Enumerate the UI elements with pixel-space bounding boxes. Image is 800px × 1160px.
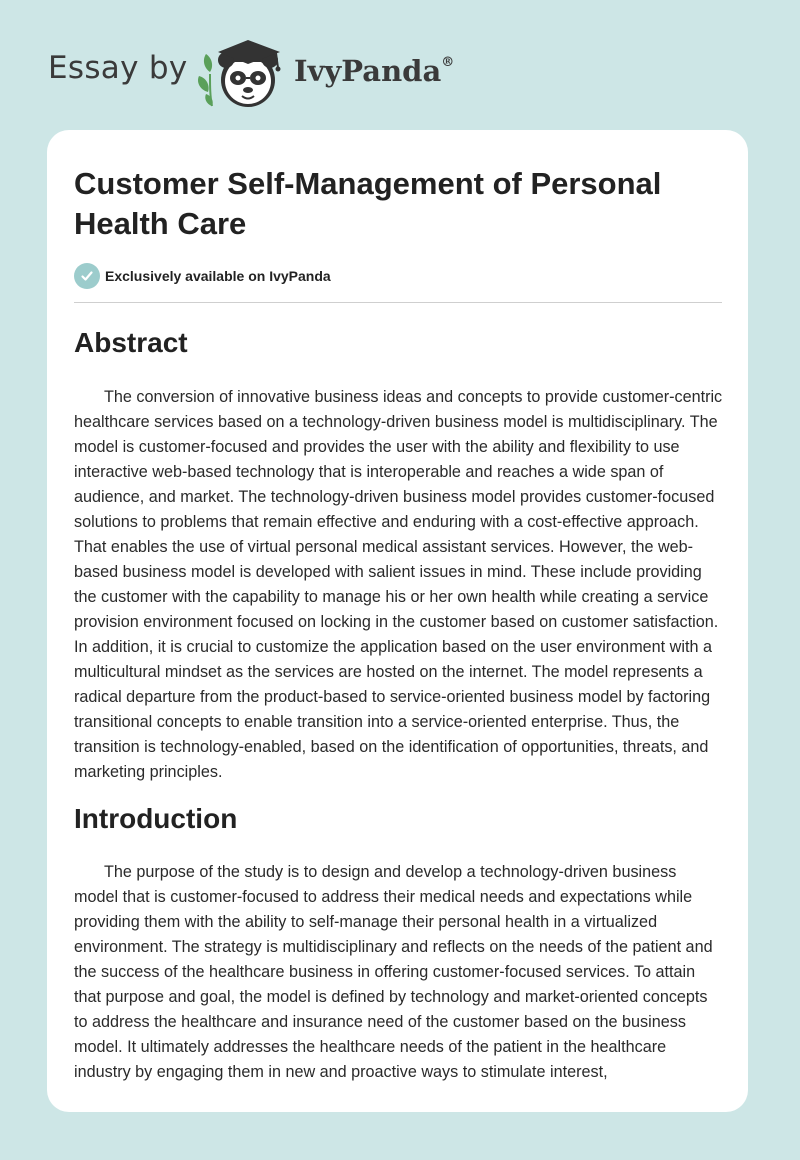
title-divider	[74, 302, 722, 303]
section-paragraph-abstract: The conversion of innovative business ideas and concepts to provide customer-centric healthcare services based on a technology-driven business model is multidisciplinary. The model is customer-focused and provides the user with the ability and flexibility to use interactive web-based technology that is interoperable and reaches a wide span of audience, and market. The technology-driven business model provides customer-focused solutions to problems that remain effective and enduring with a cost-effective approach. That enables the use of virtual personal medical assistant services. However, the web-based business model is developed with salient issues in mind. These include providing the customer with the capability to manage his or her own health while creating a service provision environment focused on locking in the customer based on customer satisfaction. In addition, it is crucial to customize the application based on the user environment with a multicultural mindset as the services are hosted on the internet. The model represents a radical departure from the product-based to service-oriented business model by factoring transitional concepts to enable transition into a service-oriented enterprise. Thus, the transition is technology-enabled, based on the identification of opportunities, threats, and marketing principles.	[74, 388, 723, 781]
essay-title: Customer Self-Management of Personal Health Care	[74, 166, 662, 241]
panda-logo-icon[interactable]	[196, 34, 292, 110]
check-circle-icon	[74, 263, 100, 289]
brand-name-text: IvyPanda	[294, 54, 442, 88]
registered-mark: ®	[441, 55, 455, 71]
brand-name[interactable]	[294, 54, 454, 88]
brand-prefix: Essay by	[48, 50, 188, 86]
section-heading-introduction: Introduction	[74, 803, 238, 834]
exclusive-badge-label: Exclusively available on IvyPanda	[105, 268, 331, 284]
section-heading-abstract: Abstract	[74, 327, 188, 358]
site-header	[0, 0, 800, 130]
section-paragraph-introduction: The purpose of the study is to design and develop a technology-driven business model that is customer-focused to address their medical needs and expectations while providing them with the ability to self-manage their personal health in a virtualized environment. The strategy is multidisciplinary and reflects on the needs of the patient and the success of the healthcare business in offering customer-focused services. To attain that purpose and goal, the model is defined by technology and market-oriented concepts to address the healthcare and insurance need of the customer based on the business model. It ultimately addresses the healthcare needs of the patient in the healthcare industry by engaging them in new and proactive ways to stimulate interest,	[74, 863, 713, 1081]
essay-card	[47, 130, 748, 1112]
exclusive-badge	[74, 263, 331, 289]
